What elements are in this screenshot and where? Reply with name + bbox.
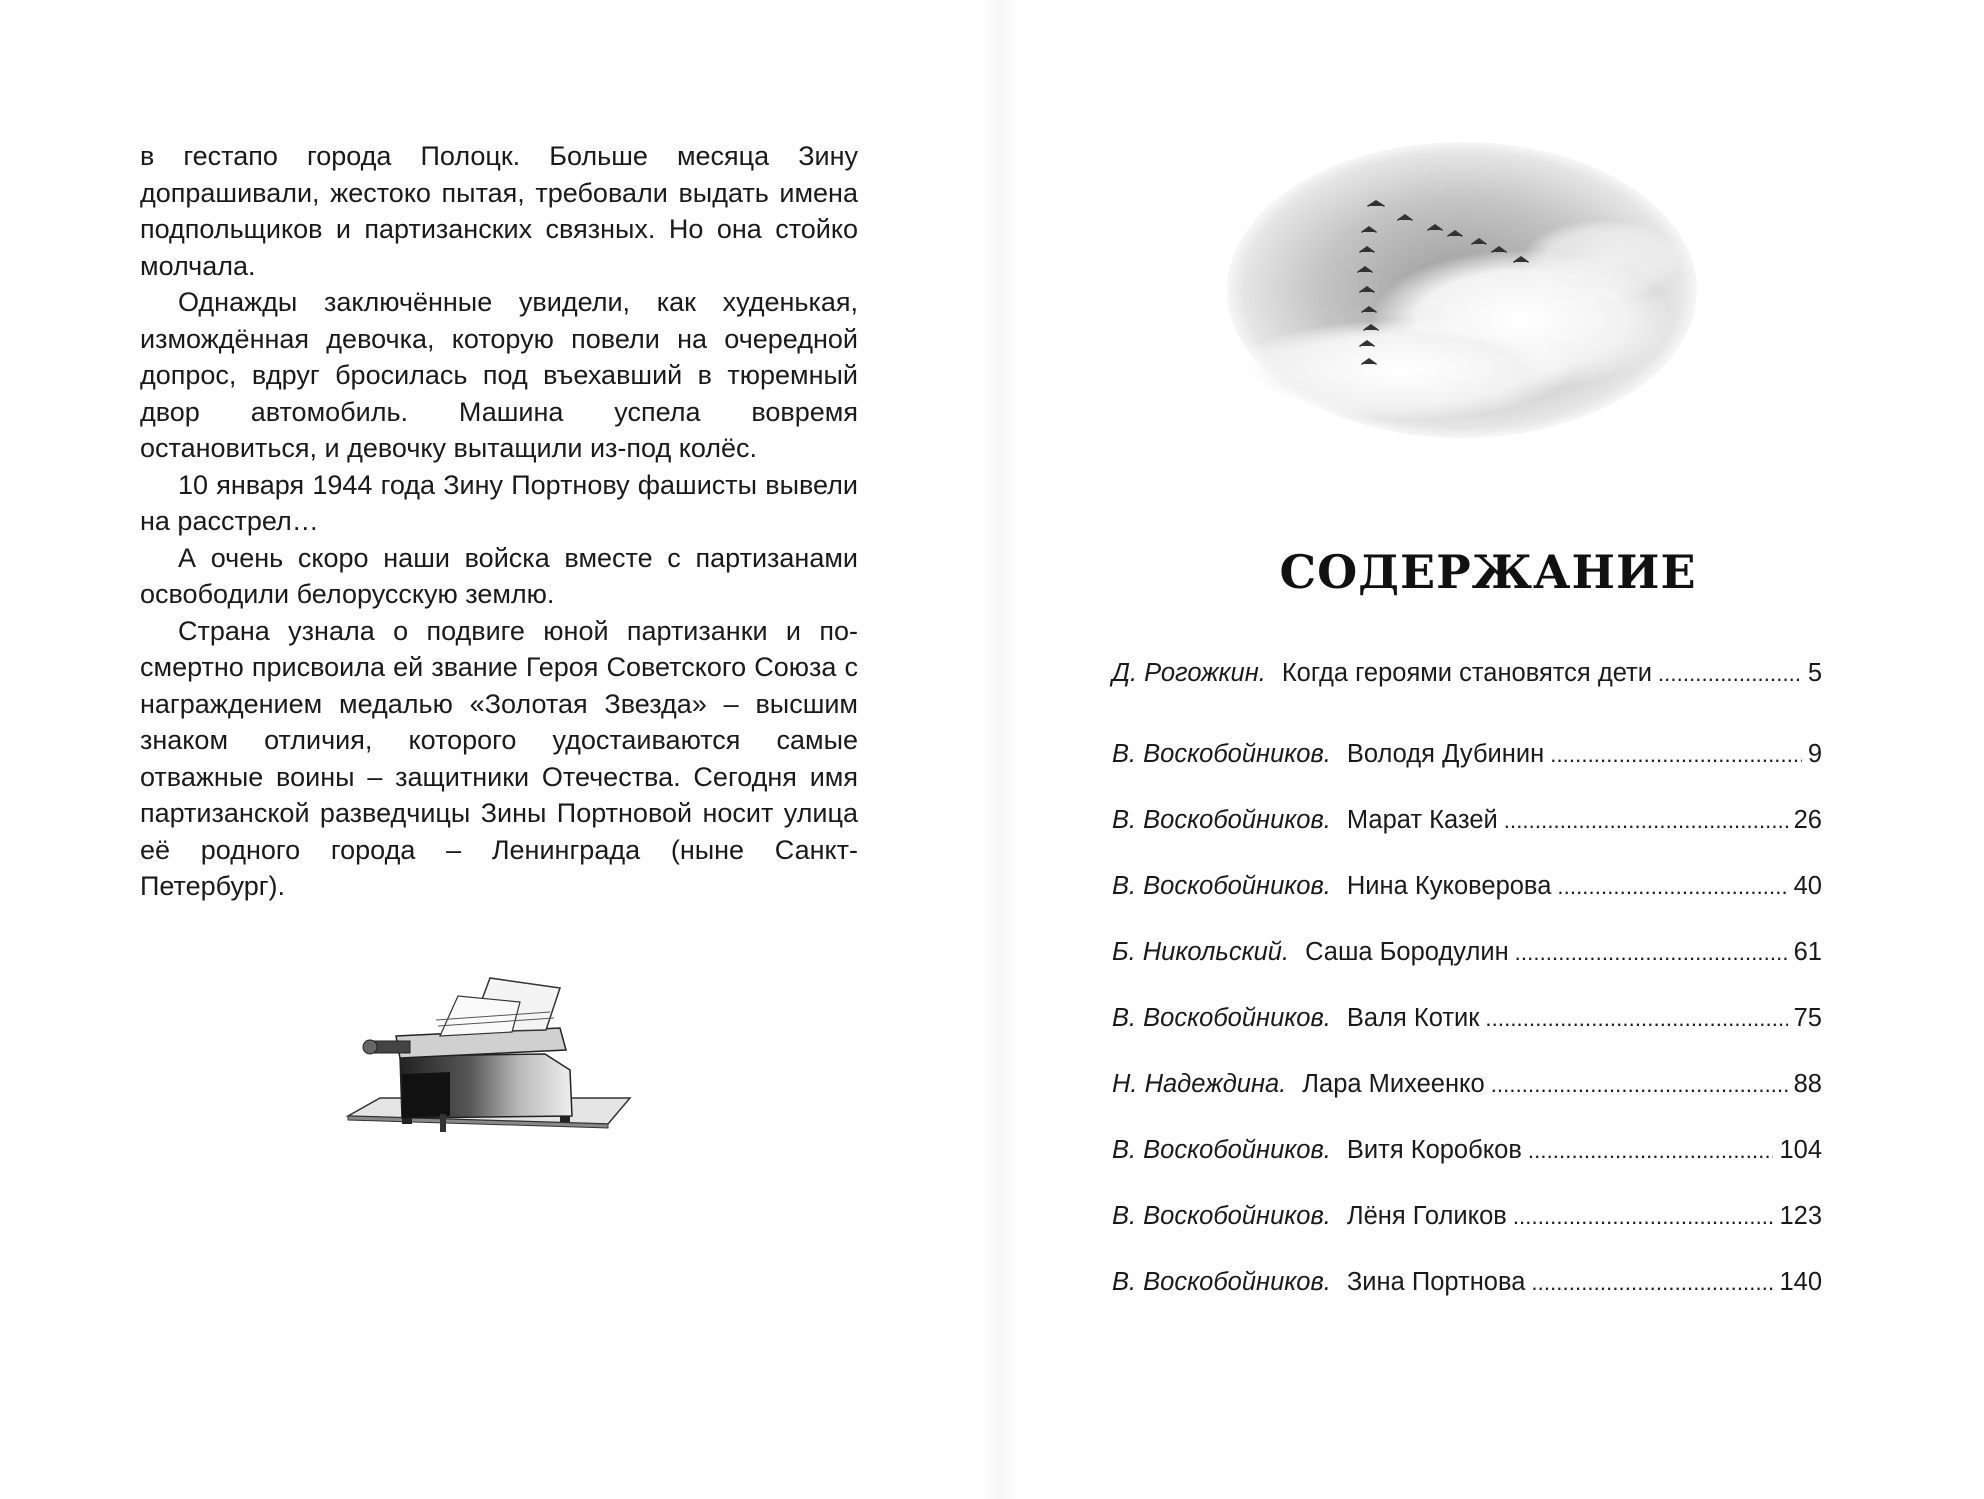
toc-leader-dots [1513,1199,1774,1235]
toc-author: Д. Рогожкин. [1112,659,1266,687]
toc-story-title: Нина Куковерова [1346,872,1552,900]
paragraph: в гестапо города Полоцк. Больше месяца Зину допрашивали, жестоко пытая, требовали выдать имена подпольщиков и партизанских связных. Но она стойко молчала. [140,141,858,281]
toc-entry[interactable] [1112,934,1822,970]
toc-leader-dots [1515,935,1788,971]
paragraph: Страна узнала о подвиге юной партизанки и посмертно присвоила ей звание Героя Советского Союза с награждением медалью «Золотая Звезда» – высшим знаком отличия, которого удостаиваются самые отважные воины – защитники Отечества. Сегодня имя партизанской разведчицы Зины Портновой носит улица её родного города – Ленинграда (ныне Санкт-Петербург). [140,615,858,901]
toc-author: Н. Надеждина. [1112,1070,1287,1098]
toc-author: В. Воскобойников. [1112,1268,1331,1296]
cranes-in-clouds-illustration [1222,140,1702,440]
story-text [140,138,858,905]
toc-leader-dots [1528,1133,1774,1169]
toc-author: В. Воскобойников. [1112,872,1331,900]
typewriter-illustration [340,966,640,1146]
toc-leader-dots [1658,656,1802,692]
right-page [992,0,1984,1499]
toc-leader-dots [1531,1265,1773,1301]
paragraph: Однажды заключённые увидели, как худенькая, измождённая девочка, которую повели на очередной допрос, вдруг бросилась под въехавший в тюремный двор автомобиль. Машина успела вовремя остановиться, и девочку вытащили из-под колёс. [140,287,858,463]
toc-entry[interactable] [1112,655,1822,691]
toc-page-number: 9 [1807,740,1822,768]
toc-story-title: Валя Котик [1346,1004,1480,1032]
toc-author: В. Воскобойников. [1112,806,1331,834]
toc-leader-dots [1485,1001,1787,1037]
toc-author: В. Воскобойников. [1112,1004,1331,1032]
toc-entry[interactable] [1112,736,1822,772]
toc-entry[interactable] [1112,1264,1822,1300]
toc-story-title: Лара Михеенко [1302,1070,1485,1098]
toc-story-title: Витя Коробков [1346,1136,1522,1164]
toc-entry[interactable] [1112,1132,1822,1168]
toc-page-number: 123 [1779,1202,1822,1230]
toc-story-title: Когда героями становятся дети [1281,659,1652,687]
toc-page-number: 104 [1779,1136,1822,1164]
toc-leader-dots [1504,803,1788,839]
toc-leader-dots [1491,1067,1788,1103]
toc-page-number: 5 [1807,659,1822,687]
toc-author: В. Воскобойников. [1112,1136,1331,1164]
toc-entry[interactable] [1112,1198,1822,1234]
paragraph: А очень скоро наши войска вместе с партизанами освободили белорусскую землю. [140,542,858,609]
toc-author: В. Воскобойников. [1112,740,1331,768]
toc-story-title: Володя Дубинин [1346,740,1545,768]
toc-story-title: Марат Казей [1346,806,1498,834]
toc-story-title: Зина Портнова [1346,1268,1526,1296]
toc-page-number: 40 [1793,872,1822,900]
toc-story-title: Лёня Голиков [1346,1202,1507,1230]
toc-page-number: 61 [1793,938,1822,966]
paragraph: 10 января 1944 года Зину Портнову фашисты вывели на расстрел… [140,469,858,536]
toc-entry[interactable] [1112,1000,1822,1036]
toc-author: Б. Никольский. [1112,938,1290,966]
toc-story-title: Саша Бородулин [1305,938,1509,966]
toc-leader-dots [1550,737,1802,773]
toc-page-number: 88 [1793,1070,1822,1098]
toc-page-number: 140 [1779,1268,1822,1296]
toc-author: В. Воскобойников. [1112,1202,1331,1230]
toc-page-number: 75 [1793,1004,1822,1032]
toc-page-number: 26 [1793,806,1822,834]
toc-entry[interactable] [1112,802,1822,838]
toc-title: СОДЕРЖАНИЕ [1279,545,1697,599]
toc-leader-dots [1557,869,1787,905]
toc-entry[interactable] [1112,868,1822,904]
toc-entry[interactable] [1112,1066,1822,1102]
